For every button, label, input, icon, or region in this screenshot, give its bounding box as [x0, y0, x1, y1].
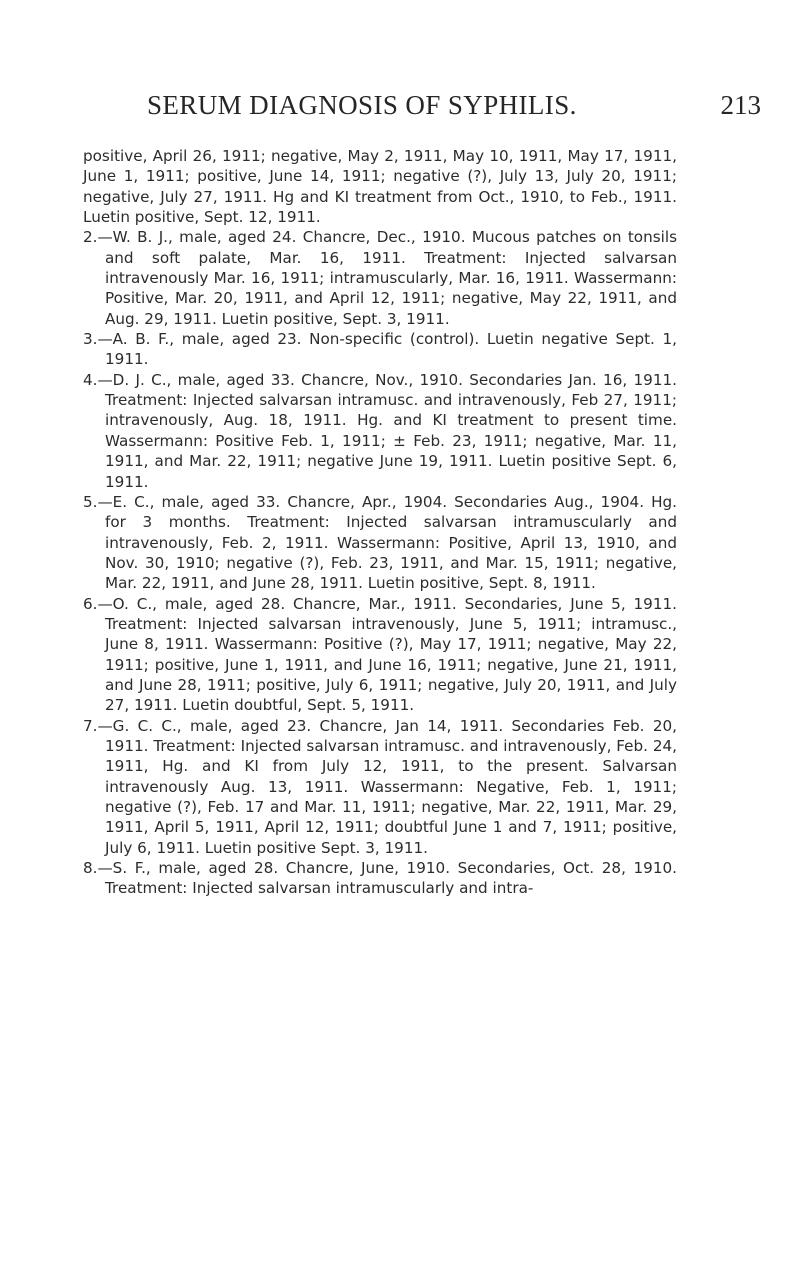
running-title: SERUM DIAGNOSIS OF SYPHILIS.	[147, 90, 577, 120]
case-entry-2: 2.—W. B. J., male, aged 24. Chancre, Dec., 1910. Mucous patches on tonsils and soft palate, Mar. 16, 1911. Treatment: Injected salvarsan intravenously Mar. 16, 1911; intramuscularly, Mar. 16, 1911. Wassermann: Positive, Mar. 20, 1911, and April 12, 1911; negative, May 22, 1911, and Aug. 29, 1911. Luetin positive, Sept. 3, 1911.	[83, 228, 677, 328]
case-entry-3: 3.—A. B. F., male, aged 23. Non-specific (control). Luetin negative Sept. 1, 1911.	[83, 330, 677, 369]
case-entry-6: 6.—O. C., male, aged 28. Chancre, Mar., 1911. Secondaries, June 5, 1911. Treatment: Injected salvarsan intravenously, June 5, 1911; intramusc., June 8, 1911. Wassermann: Positive (?), May 17, 1911; negative, May 22, 1911; positive, June 1, 1911, and June 16, 1911; negative, June 21, 1911, and June 28, 1911; positive, July 6, 1911; negative, July 20, 1911, and July 27, 1911. Luetin doubtful, Sept. 5, 1911.	[83, 594, 677, 715]
page-number: 213	[720, 90, 761, 120]
case-entry-5: 5.—E. C., male, aged 33. Chancre, Apr., 1904. Secondaries Aug., 1904. Hg. for 3 months. Treatment: Injected salvarsan intramuscularly and intravenously, Feb. 2, 1911. Wassermann: Positive, April 13, 1910, and Nov. 30, 1910; negative (?), Feb. 23, 1911, and Mar. 15, 1911; negative, Mar. 22, 1911, and June 28, 1911. Luetin positive, Sept. 8, 1911.	[83, 492, 677, 593]
case-entry-4: 4.—D. J. C., male, aged 33. Chancre, Nov., 1910. Secondaries Jan. 16, 1911. Treatment: Injected salvarsan intramusc. and intravenously, Feb 27, 1911; intravenously, Aug. 18, 1911. Hg. and KI treatment to present time. Wassermann: Positive Feb. 1, 1911; ± Feb. 23, 1911; negative, Mar. 11, 1911, and Mar. 22, 1911; negative June 19, 1911. Luetin positive Sept. 6, 1911.	[83, 370, 677, 491]
case-entry-8: 8.—S. F., male, aged 28. Chancre, June, 1910. Secondaries, Oct. 28, 1910. Treatment: Injected salvarsan intramuscularly and intra-	[83, 859, 677, 898]
case-list	[83, 146, 677, 899]
case-entry-7: 7.—G. C. C., male, aged 23. Chancre, Jan 14, 1911. Secondaries Feb. 20, 1911. Treatment: Injected salvarsan intramusc. and intravenously, Feb. 24, 1911, Hg. and KI from July 12, 1911, to the present. Salvarsan intravenously Aug. 13, 1911. Wassermann: Negative, Feb. 1, 1911; negative (?), Feb. 17 and Mar. 11, 1911; negative, Mar. 22, 1911, Mar. 29, 1911, April 5, 1911, April 12, 1911; doubtful June 1 and 7, 1911; positive, July 6, 1911. Luetin positive Sept. 3, 1911.	[83, 716, 677, 857]
running-header	[147, 90, 761, 122]
case-continuation: positive, April 26, 1911; negative, May 2, 1911, May 10, 1911, May 17, 1911, June 1, 1911; positive, June 14, 1911; negative (?), July 13, July 20, 1911; negative, July 27, 1911. Hg and KI treatment from Oct., 1910, to Feb., 1911. Luetin positive, Sept. 12, 1911.	[83, 147, 677, 227]
